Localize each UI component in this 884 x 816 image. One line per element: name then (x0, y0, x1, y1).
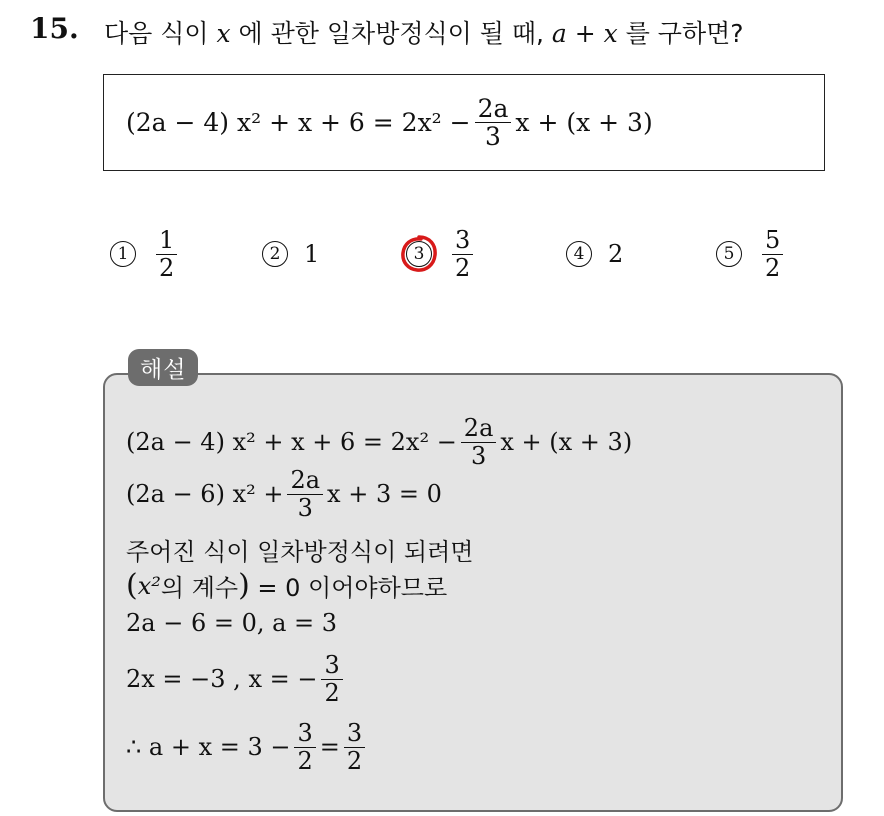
choice-4[interactable] (566, 218, 623, 290)
solution-line-4 (126, 568, 447, 603)
selected-circle-mark (399, 234, 439, 274)
solution-tab-label: 해설 (128, 349, 198, 386)
choice-5-num: 5 (762, 227, 783, 254)
equation-rhs: x + (x + 3) (515, 108, 653, 137)
choice-4-marker: 4 (566, 241, 592, 267)
choice-2-marker: 2 (262, 241, 288, 267)
solution-line-1-fraction (461, 415, 497, 469)
choice-4-value: 2 (608, 240, 624, 268)
choice-3-num: 3 (452, 227, 473, 254)
solution-line-7-den-1: 2 (297, 746, 313, 775)
solution-line-2-lhs: (2a − 6) x² + (126, 480, 284, 508)
solution-line-1-den: 3 (470, 441, 487, 470)
solution-line-4-open: ( (126, 568, 138, 603)
question-var-x: x (216, 19, 231, 48)
solution-line-1-rhs: x + (x + 3) (500, 428, 633, 456)
choice-1[interactable] (110, 218, 181, 290)
choice-3-marker: 3 (406, 241, 432, 267)
equation-box (103, 74, 825, 171)
choice-3-fraction (452, 227, 473, 281)
choice-2-value: 1 (304, 240, 320, 268)
solution-line-7-num-2: 3 (344, 720, 365, 747)
solution-line-6-num: 3 (321, 652, 342, 679)
solution-line-7-eq: = (319, 733, 340, 761)
equation-frac-den: 3 (485, 122, 501, 151)
question-text-suffix: 를 구하면? (617, 19, 744, 48)
solution-line-2-den: 3 (297, 493, 313, 522)
solution-line-6-den: 2 (324, 678, 340, 707)
solution-line-5: 2a − 6 = 0, a = 3 (126, 609, 338, 637)
equation-lhs: (2a − 4) x² + x + 6 = 2x² − (126, 108, 471, 137)
solution-line-7-fraction-2 (344, 720, 365, 774)
solution-line-2-fraction (287, 467, 323, 521)
solution-line-7-lhs: ∴ a + x = 3 − (126, 733, 291, 761)
solution-line-4-text: 의 계수 (160, 574, 239, 602)
solution-line-3: 주어진 식이 일차방정식이 되려면 (126, 538, 474, 566)
question-text (104, 14, 744, 50)
solution-line-2-rhs: x + 3 = 0 (327, 480, 442, 508)
choice-5-fraction (762, 227, 783, 281)
choice-3[interactable] (406, 218, 477, 290)
solution-line-4-close: ) (238, 568, 250, 603)
equation-fraction (475, 95, 512, 151)
solution-line-6-fraction (321, 652, 342, 706)
choice-1-num: 1 (156, 227, 177, 254)
solution-line-1 (126, 414, 632, 470)
choice-1-fraction (156, 227, 177, 281)
equation-frac-num: 2a (475, 95, 512, 124)
answer-choices (110, 218, 790, 290)
choice-1-marker: 1 (110, 241, 136, 267)
solution-line-1-lhs: (2a − 4) x² + x + 6 = 2x² − (126, 428, 457, 456)
solution-line-2-num: 2a (287, 467, 323, 494)
solution-line-7-num-1: 3 (294, 720, 315, 747)
solution-line-6 (126, 650, 347, 708)
solution-line-4-rest: = 0 이어야하므로 (249, 574, 448, 602)
choice-2[interactable] (262, 218, 319, 290)
question-expr: a + x (551, 19, 618, 48)
choice-5-den: 2 (765, 253, 781, 282)
solution-line-7-den-2: 2 (346, 746, 363, 775)
solution-line-7 (126, 718, 369, 776)
choice-5[interactable] (716, 218, 787, 290)
solution-line-6-lhs: 2x = −3 , x = − (126, 665, 318, 693)
question-number: 15. (30, 12, 79, 45)
choice-3-den: 2 (455, 253, 471, 282)
question-text-prefix: 다음 식이 (104, 19, 217, 48)
choice-1-den: 2 (159, 253, 175, 282)
choice-5-marker: 5 (716, 241, 742, 267)
solution-line-2 (126, 466, 442, 522)
solution-line-4-x2: x² (137, 571, 161, 600)
solution-line-1-num: 2a (461, 415, 497, 442)
solution-line-7-fraction-1 (294, 720, 315, 774)
question-text-middle: 에 관한 일차방정식이 될 때, (230, 19, 552, 48)
equation (126, 75, 653, 170)
